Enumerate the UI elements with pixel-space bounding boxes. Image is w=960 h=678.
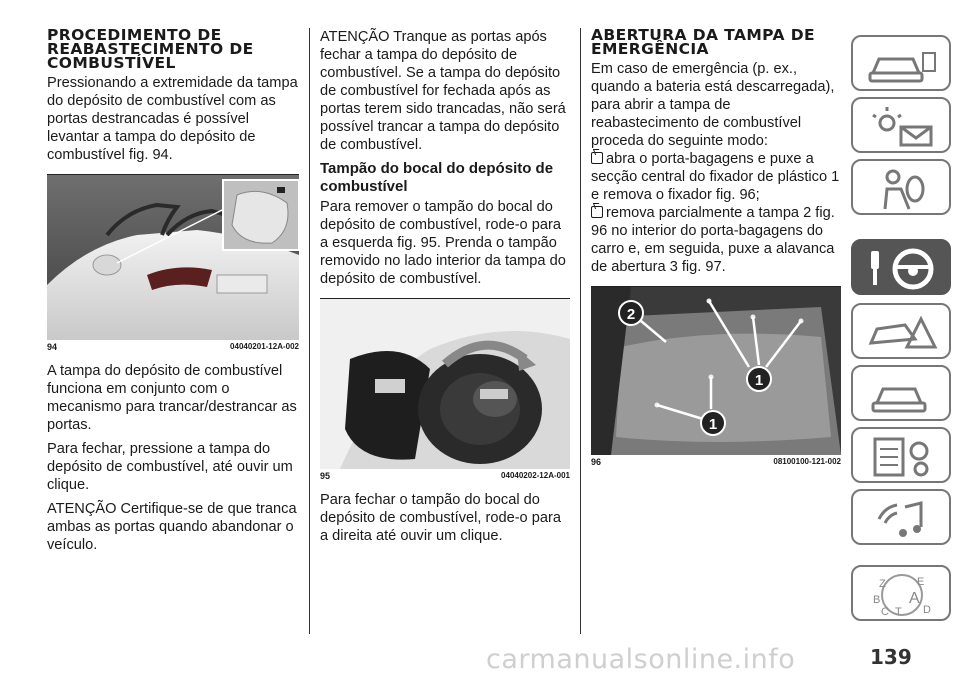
index-letter: E xyxy=(917,576,925,588)
key-steering-wheel-icon xyxy=(865,247,939,291)
watermark: carmanualsonline.info xyxy=(486,644,796,675)
column-divider xyxy=(580,28,581,634)
figure-94 xyxy=(47,174,299,340)
tab-technical-data[interactable] xyxy=(851,427,951,483)
index-letter: D xyxy=(923,604,931,616)
figure-95 xyxy=(320,298,570,469)
alphabetical-index-icon xyxy=(865,573,939,617)
paragraph: A tampa do depósito de combustível funciona em conjunto com o mecanismo para trancar/destrancar as portas. xyxy=(47,363,297,433)
figure-number: 95 xyxy=(320,471,331,481)
column-1 xyxy=(47,28,299,560)
paragraph: Para fechar o tampão do bocal do depósito de combustível, rode-o para a direita até ouvir um clique. xyxy=(320,492,561,544)
figure-caption xyxy=(320,471,570,481)
paragraph: Para fechar, pressione a tampa do depósito de combustível, até ouvir um clique. xyxy=(47,441,293,493)
column-3 xyxy=(591,28,841,477)
figure-code: 04040202-12A-001 xyxy=(501,471,570,480)
callout-label-1: 1 xyxy=(708,416,718,433)
column-2 xyxy=(320,28,570,551)
figure-96 xyxy=(591,286,841,455)
tab-warning-lights[interactable] xyxy=(851,97,951,153)
paragraph: Em caso de emergência (p. ex., quando a bateria está descarregada), para abrir a tampa de reabastecimento de combustível proceda do seguinte modo: xyxy=(591,61,835,149)
figure-caption xyxy=(47,342,299,352)
paragraph: Para remover o tampão do bocal do depósito de combustível, rode-o para a esquerda fig. 95. Prenda o tampão removido no lado interior da tampa do depósito de combustível. xyxy=(320,199,566,287)
subsection-title-fuel-cap: Tampão do bocal do depósito de combustível xyxy=(320,160,554,195)
index-letter: C xyxy=(881,606,889,617)
list-item: remova parcialmente a tampa 2 fig. 96 no interior do porta-bagagens do carro e, em seguida, puxe a alavanca de abertura 3 fig. 97. xyxy=(591,205,835,275)
checkbox-bullet-icon xyxy=(591,152,603,164)
data-sheet-gear-icon xyxy=(865,435,939,479)
tab-emergency[interactable] xyxy=(851,303,951,359)
warning-light-message-icon xyxy=(865,105,939,149)
tab-multimedia[interactable] xyxy=(851,489,951,545)
multimedia-icon xyxy=(865,497,939,541)
index-letter: B xyxy=(873,594,881,606)
figure-number: 96 xyxy=(591,457,602,467)
section-title-refueling: PROCEDIMENTO DE REABASTECIMENTO DE COMBUSTÍVEL xyxy=(47,26,254,72)
warning-paragraph: ATENÇÃO Tranque as portas após fechar a tampa do depósito de combustível. Se a tampa do depósito de combustível for fechada após as portas terem sido trancadas, não será possível trancar a tampa do depósito de combustível. xyxy=(320,29,566,153)
page-number: 139 xyxy=(870,645,912,669)
car-emergency-icon xyxy=(865,311,939,355)
warning-paragraph: ATENÇÃO Certifique-se de que tranca ambas as portas quando abandonar o veículo. xyxy=(47,501,297,553)
tab-starting-and-driving[interactable] xyxy=(851,239,951,295)
figure-code: 08100100-121-002 xyxy=(773,457,841,466)
list-item: abra o porta-bagagens e puxe a secção central do fixador de plástico 1 e remova o fixador fig. 96; xyxy=(591,151,840,203)
callout-label-1: 1 xyxy=(754,372,764,389)
column-divider xyxy=(309,28,310,634)
figure-caption xyxy=(591,457,841,467)
tab-vehicle-knowledge[interactable] xyxy=(851,35,951,91)
callout-label-2: 2 xyxy=(626,306,636,323)
tab-maintenance[interactable] xyxy=(851,365,951,421)
trunk-interior-photo xyxy=(591,287,841,455)
tab-index[interactable] xyxy=(851,565,951,621)
car-fuel-door-photo xyxy=(47,175,299,340)
car-dashboard-icon xyxy=(865,43,939,87)
car-service-icon xyxy=(865,373,939,417)
checkbox-bullet-icon xyxy=(591,206,603,218)
fuel-cap-photo xyxy=(320,299,570,469)
figure-number: 94 xyxy=(47,342,58,352)
paragraph: Pressionando a extremidade da tampa do depósito de combustível com as portas destrancadas é possível levantar a tampa do depósito de combustível fig. 94. xyxy=(47,75,298,163)
figure-code: 04040201-12A-002 xyxy=(230,342,299,351)
airbag-seatbelt-icon xyxy=(865,167,939,211)
index-letter: T xyxy=(895,606,902,617)
index-letter: Z xyxy=(879,578,886,590)
index-letter: A xyxy=(909,590,920,607)
section-title-emergency-opening: ABERTURA DA TAMPA DE EMERGÊNCIA xyxy=(591,26,815,58)
tab-safety[interactable] xyxy=(851,159,951,215)
